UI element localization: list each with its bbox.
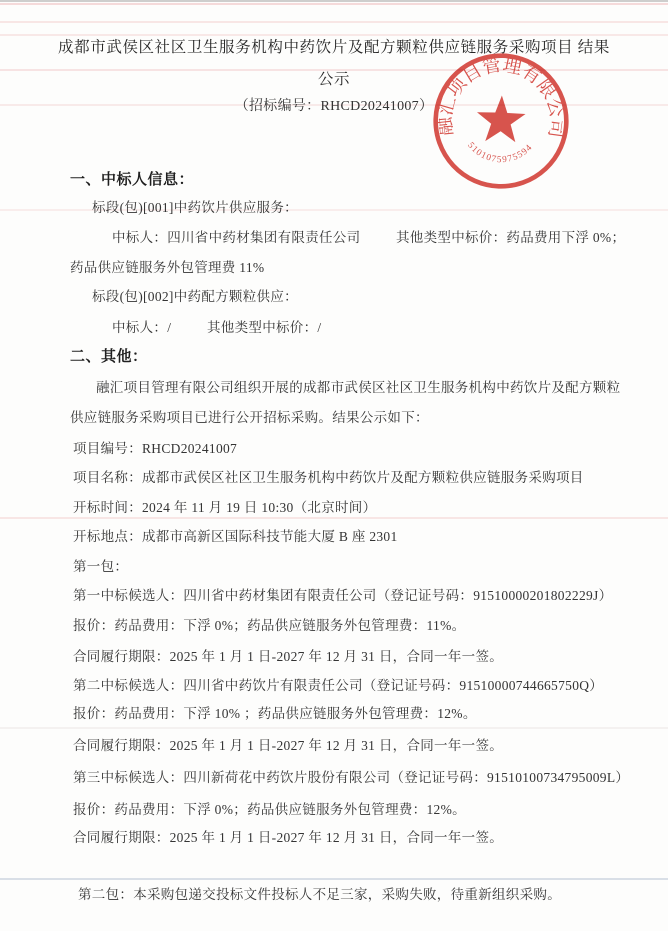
bid-opening-time: 开标时间：2024 年 11 月 19 日 10:30（北京时间）: [73, 500, 377, 515]
lot-001-other-price: 其他类型中标价：药品费用下浮 0%；: [396, 230, 626, 245]
seal-company-text: 融汇项目管理有限公司: [434, 54, 568, 139]
project-name: 项目名称：成都市武侯区社区卫生服务机构中药饮片及配方颗粒供应链服务采购项目: [73, 470, 584, 485]
seal-serial-number: 5101075975594: [466, 140, 535, 165]
intro-line-2: 供应链服务采购项目已进行公开招标采购。结果公示如下：: [70, 410, 429, 425]
seal-star-icon: [476, 95, 526, 143]
page-divider-line: [0, 878, 668, 880]
doc-title-line1: 成都市武侯区社区卫生服务机构中药饮片及配方颗粒供应链服务采购项目 结果: [58, 39, 610, 56]
candidate1-contract: 合同履行期限：2025 年 1 月 1 日-2027 年 12 月 31 日，合同一年一签。: [73, 649, 504, 664]
section2-heading: 二、其他：: [70, 349, 148, 365]
scan-top-edge: [0, 0, 668, 2]
candidate3-contract: 合同履行期限：2025 年 1 月 1 日-2027 年 12 月 31 日，合同一年一签。: [73, 830, 504, 845]
candidate1-quote: 报价：药品费用：下浮 0%；药品供应链服务外包管理费：11%。: [73, 618, 466, 633]
lot-001-winner: 中标人：四川省中药材集团有限责任公司: [112, 230, 361, 245]
candidate2-name: 第二中标候选人：四川省中药饮片有限责任公司（登记证号码：91510000744665750Q）: [73, 678, 604, 693]
intro-line-1: 融汇项目管理有限公司组织开展的成都市武侯区社区卫生服务机构中药饮片及配方颗粒: [96, 380, 621, 395]
candidate1-name: 第一中标候选人：四川省中药材集团有限责任公司（登记证号码：91510000201802229J）: [73, 588, 613, 603]
tender-number: （招标编号：RHCD20241007）: [234, 99, 434, 114]
candidate2-contract: 合同履行期限：2025 年 1 月 1 日-2027 年 12 月 31 日，合同一年一签。: [73, 738, 504, 753]
doc-title-line2: 公示: [317, 71, 351, 88]
bid-opening-location: 开标地点：成都市高新区国际科技节能大厦 B 座 2301: [73, 529, 398, 544]
lot-002-other-price: 其他类型中标价：/: [207, 320, 322, 335]
candidate3-name: 第三中标候选人：四川新荷花中药饮片股份有限公司（登记证号码：91510100734795009L）: [73, 770, 630, 785]
package1-label: 第一包：: [73, 559, 129, 574]
scan-streak: [0, 517, 668, 519]
package2-result: 第二包：本采购包递交投标文件投标人不足三家，采购失败，待重新组织采购。: [78, 887, 561, 902]
lot-002-winner: 中标人：/: [112, 320, 172, 335]
company-seal: [428, 48, 575, 195]
section1-heading: 一、中标人信息：: [70, 172, 195, 188]
scan-streak: [0, 727, 668, 729]
lot-002-title: 标段(包)[002]中药配方颗粒供应：: [92, 289, 298, 304]
scan-streak: [0, 34, 668, 36]
lot-001-fee-note: 药品供应链服务外包管理费 11%: [70, 260, 265, 275]
candidate2-quote: 报价：药品费用：下浮 10% ；药品供应链服务外包管理费：12%。: [73, 706, 477, 721]
scan-streak: [0, 3, 668, 5]
project-number: 项目编号：RHCD20241007: [73, 441, 238, 456]
scan-streak: [0, 21, 668, 23]
candidate3-quote: 报价：药品费用：下浮 0%；药品供应链服务外包管理费：12%。: [73, 802, 466, 817]
lot-001-title: 标段(包)[001]中药饮片供应服务：: [92, 200, 298, 215]
